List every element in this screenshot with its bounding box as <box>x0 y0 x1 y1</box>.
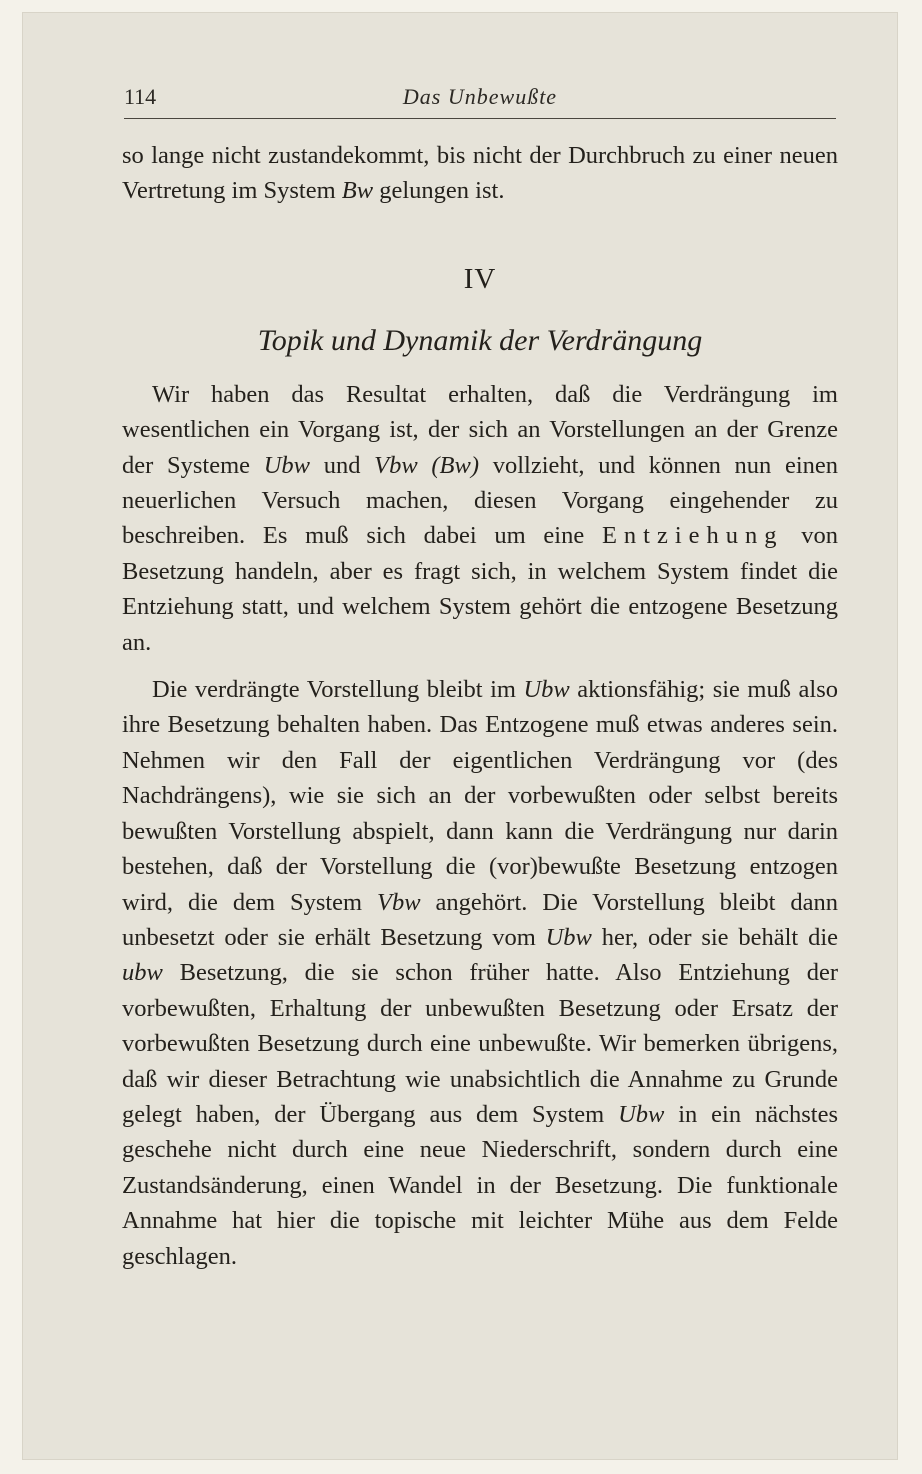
p2-text-d: her, oder sie behält die <box>591 923 838 951</box>
p2-text-e: Besetzung, die sie schon früher hatte. Also Entziehung der vorbewußten, Erhaltung der unbewußten Besetzung oder Ersatz der vorbewußten Besetzung durch eine unbewußte. Wir bemerken übrigens, daß wir dieser Betrachtung wie unabsichtlich die Annahme zu Grunde gelegt haben, der Übergang aus dem System <box>122 959 838 1128</box>
paragraph-gap <box>122 660 838 672</box>
continuation-emphasis: Bw <box>341 177 374 205</box>
page-header <box>124 84 836 119</box>
p1-text-c: vollzieht, und können nun einen neuerlichen Versuch machen, diesen Vorgang eingehender zu beschreiben. Es muß sich dabei um eine <box>122 451 839 550</box>
p2-text-f: in ein nächstes geschehe nicht durch eine neue Niederschrift, sondern durch eine Zustandsänderung, einen Wandel in der Besetzung. Die funktionale Annahme hat hier die topische mit leichter Mühe aus dem Felde geschlagen. <box>122 1100 838 1270</box>
paragraph-2 <box>122 672 838 1274</box>
continuation-text: so lange nicht zustandekommt, bis nicht der Durchbruch zu einer neuen Vertretung im System <box>122 142 838 205</box>
p2-emphasis-5: Ubw <box>618 1100 665 1128</box>
p1-text-d: von Besetzung handeln, aber es fragt sich, in welchem System findet die Entziehung statt, und welchem System gehört die entzogene Besetzung an. <box>122 522 839 656</box>
chapter-title: Topik und Dynamik der Verdrängung <box>257 323 703 357</box>
continuation-paragraph <box>122 138 838 209</box>
p2-text-a: Die verdrängte Vorstellung bleibt im <box>152 676 524 704</box>
p2-text-b: aktionsfähig; sie muß also ihre Besetzung behalten haben. Das Entzogene muß etwas anderes sein. Nehmen wir den Fall der eigentlichen Verdrängung vor (des Nachdrängens), wie sie sich an der vorbewußten oder selbst bereits bewußten Vorstellung abspielt, dann kann die Verdrängung nur darin bestehen, daß der Vorstellung die (vor)bewußte Besetzung entzogen wird, die dem System <box>122 676 838 916</box>
p2-emphasis-1: Ubw <box>523 676 570 704</box>
p2-emphasis-2: Vbw <box>377 888 421 916</box>
p2-emphasis-3: Ubw <box>545 923 592 951</box>
p1-emphasis-2: Vbw (Bw) <box>374 451 480 479</box>
page-number: 114 <box>124 84 157 109</box>
p1-emphasis-1: Ubw <box>263 451 310 479</box>
body-text <box>122 138 838 1274</box>
p2-text-c: angehört. Die Vorstellung bleibt dann unbesetzt oder sie erhält Besetzung vom <box>122 888 839 951</box>
paragraph-1 <box>122 377 838 660</box>
running-head: Das Unbewußte <box>402 84 558 109</box>
p1-text-a: Wir haben das Resultat erhalten, daß die Verdrängung im wesentlichen ein Vorgang ist, der sich an Vorstellungen an der Grenze der Systeme <box>122 380 838 479</box>
p1-spaced-term: Entziehung <box>601 522 784 550</box>
continuation-end: gelungen ist. <box>373 177 505 205</box>
p2-emphasis-4: ubw <box>122 959 163 987</box>
p1-text-b: und <box>310 451 375 479</box>
chapter-number: IV <box>463 262 497 295</box>
